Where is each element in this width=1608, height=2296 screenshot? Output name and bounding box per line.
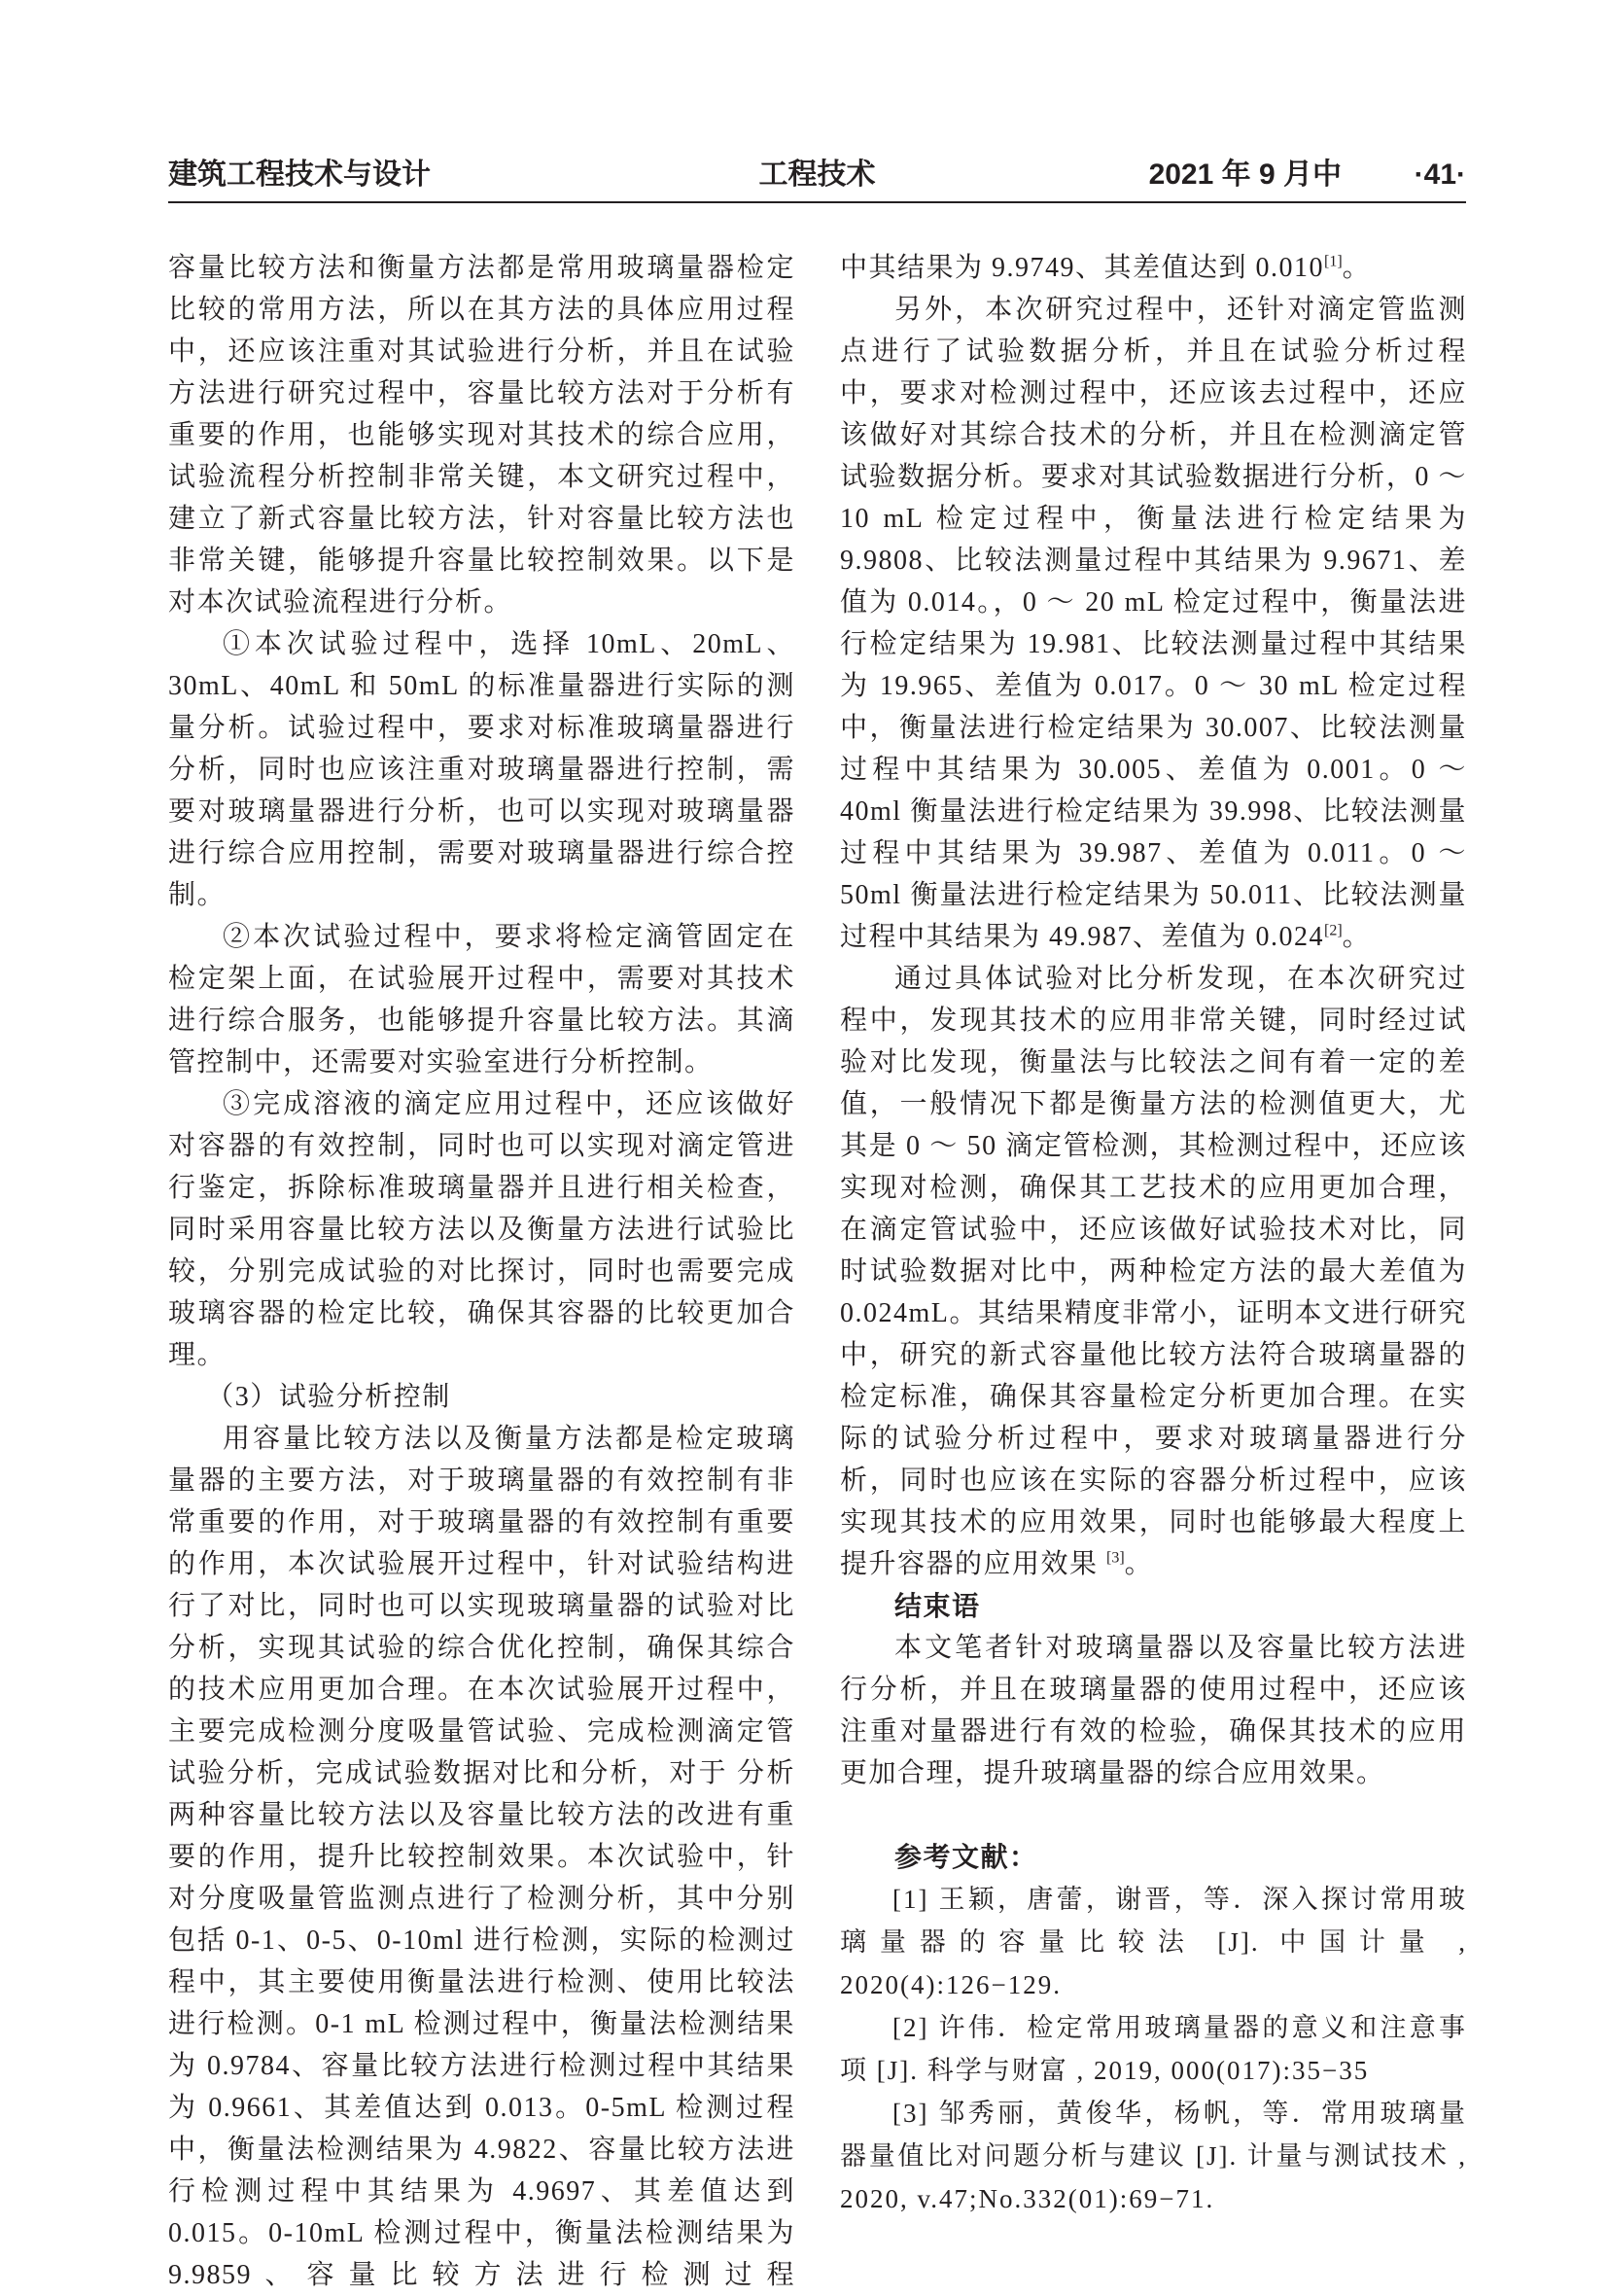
paragraph-tail: 。 xyxy=(1342,922,1372,952)
citation-marker: [1] xyxy=(1324,253,1343,270)
paragraph: ③完成溶液的滴定应用过程中，还应该做好对容器的有效控制，同时也可以实现对滴定管进行鉴定，拆除标准玻璃量器并且进行相关检查，同时采用容量比较方法以及衡量方法进行试验比较，分别完成试验的对比探讨，同时也需要完成玻璃容器的检定比较，确保其容器的比较更加合理。 xyxy=(168,1089,795,1370)
section-title: 工程技术 xyxy=(758,159,876,191)
references-heading: 参考文献： xyxy=(894,1842,1038,1872)
paragraph: ①本次试验过程中，选择 10mL、20mL、30mL、40mL 和 50mL 的标准量器进行实际的测量分析。试验过程中，要求对标准玻璃量器进行分析，同时也应该注重对玻璃量器进行控制，需要对玻璃量器进行分析，也可以实现对玻璃量器进行综合应用控制，需要对玻璃量器进行综合控制。 xyxy=(168,629,795,910)
reference-entry: [1] 王颖，唐蕾，谢晋，等．深入探讨常用玻璃量器的容量比较法 [J]. 中国计量 , 2020(4):126−129. xyxy=(840,1885,1467,1999)
header-rule xyxy=(168,201,1466,203)
right-column xyxy=(840,247,1467,2220)
paragraph-text: 通过具体试验对比分析发现，在本次研究过程中，发现其技术的应用非常关键，同时经过试验对比发现，衡量法与比较法之间有着一定的差值，一般情况下都是衡量方法的检测值更大，尤其是 0 ～ 50 滴定管检测，其检测过程中，还应该实现对检测，确保其工艺技术的应用更加合理，在滴定管试验中，还应该做好试验技术对比，同时试验数据对比中，两种检定方法的最大差值为 0.024mL。其结果精度非常小，证明本文进行研究中，研究的新式容量他比较方法符合玻璃量器的检定标准，确保其容量检定分析更加合理。在实际的试验分析过程中，要求对玻璃量器进行分析，同时也应该在实际的容器分析过程中，应该实现其技术的应用效果，同时也能够最大程度上提升容器的应用效果 xyxy=(840,964,1467,1579)
paragraph-text: 另外，本次研究过程中，还针对滴定管监测点进行了试验数据分析，并且在试验分析过程中，要求对检测过程中，还应该去过程中，还应该做好对其综合技术的分析，并且在检测滴定管试验数据分析。要求对其试验数据进行分析，0 ～ 10 mL 检定过程中，衡量法进行检定结果为 9.9808、比较法测量过程中其结果为 9.9671、差值为 0.014。，0 ～ 20 mL 检定过程中，衡量法进行检定结果为 19.981、比较法测量过程中其结果为 19.965、差值为 0.017。0 ～ 30 mL 检定过程中，衡量法进行检定结果为 30.007、比较法测量过程中其结果为 30.005、差值为 0.001。0 ～ 40ml 衡量法进行检定结果为 39.998、比较法测量过程中其结果为 39.987、差值为 0.011。0 ～ 50ml 衡量法进行检定结果为 50.011、比较法测量过程中其结果为 49.987、差值为 0.024 xyxy=(840,295,1467,952)
paragraph xyxy=(840,958,1467,1585)
conclusion-heading: 结束语 xyxy=(894,1591,981,1621)
journal-title: 建筑工程技术与设计 xyxy=(168,159,431,191)
reference-entry: [2] 许伟．检定常用玻璃量器的意义和注意事项 [J]. 科学与财富 , 2019, 000(017):35−35 xyxy=(840,2013,1467,2085)
citation-marker: [3] xyxy=(1106,1549,1125,1567)
citation-marker: [2] xyxy=(1324,922,1343,939)
paragraph-continued xyxy=(840,247,1467,289)
running-header xyxy=(168,154,1466,196)
paragraph: 用容量比较方法以及衡量方法都是检定玻璃量器的主要方法，对于玻璃量器的有效控制有非常重要的作用，对于玻璃量器的有效控制有重要的作用，本次试验展开过程中，针对试验结构进行了对比，同时也可以实现玻璃量器的试验对比分析，实现其试验的综合优化控制，确保其综合的技术应用更加合理。在本次试验展开过程中，主要完成检测分度吸量管试验、完成检测滴定管试验分析，完成试验数据对比和分析，对于 分析两种容量比较方法以及容量比较方法的改进有重要的作用，提升比较控制效果。本次试验中，针对分度吸量管监测点进行了检测分析，其中分别包括 0-1、0-5、0-10ml 进行检测，实际的检测过程中，其主要使用衡量法进行检测、使用比较法进行检测。0-1 mL 检测过程中，衡量法检测结果为 0.9784、容量比较方法进行检测过程中其结果为 0.9661、其差值达到 0.013。0-5mL 检测过程中，衡量法检测结果为 4.9822、容量比较方法进行检测过程中其结果为 4.9697、其差值达到 0.015。0-10mL 检测过程中，衡量法检测结果为 9.9859、容量比较方法进行检测过程 xyxy=(168,1424,795,2290)
section-subheading: （3）试验分析控制 xyxy=(206,1382,451,1412)
issue-date: 2021 年 9 月中 xyxy=(1148,159,1342,191)
paragraph: 容量比较方法和衡量方法都是常用玻璃量器检定比较的常用方法，所以在其方法的具体应用过程中，还应该注重对其试验进行分析，并且在试验方法进行研究过程中，容量比较方法对于分析有重要的作用，也能够实现对其技术的综合应用，试验流程分析控制非常关键，本文研究过程中，建立了新式容量比较方法，针对容量比较方法也非常关键，能够提升容量比较控制效果。以下是对本次试验流程进行分析。 xyxy=(168,253,795,618)
paragraph-text: 中其结果为 9.9749、其差值达到 0.010 xyxy=(840,253,1325,283)
paragraph xyxy=(840,289,1467,958)
paragraph-tail: 。 xyxy=(1124,1549,1154,1579)
reference-entry: [3] 邹秀丽，黄俊华，杨帆，等．常用玻璃量器量值比对问题分析与建议 [J]. 计量与测试技术 , 2020, v.47;No.332(01):69−71. xyxy=(840,2099,1467,2213)
paragraph: ②本次试验过程中，要求将检定滴管固定在检定架上面，在试验展开过程中，需要对其技术进行综合服务，也能够提升容量比较方法。其滴管控制中，还需要对实验室进行分析控制。 xyxy=(168,922,795,1077)
conclusion-paragraph: 本文笔者针对玻璃量器以及容量比较方法进行分析，并且在玻璃量器的使用过程中，还应该注重对量器进行有效的检验，确保其技术的应用更加合理，提升玻璃量器的综合应用效果。 xyxy=(840,1633,1467,1788)
left-column xyxy=(168,247,795,2296)
paragraph-tail: 。 xyxy=(1342,253,1372,283)
page-number: ·41· xyxy=(1414,159,1466,191)
